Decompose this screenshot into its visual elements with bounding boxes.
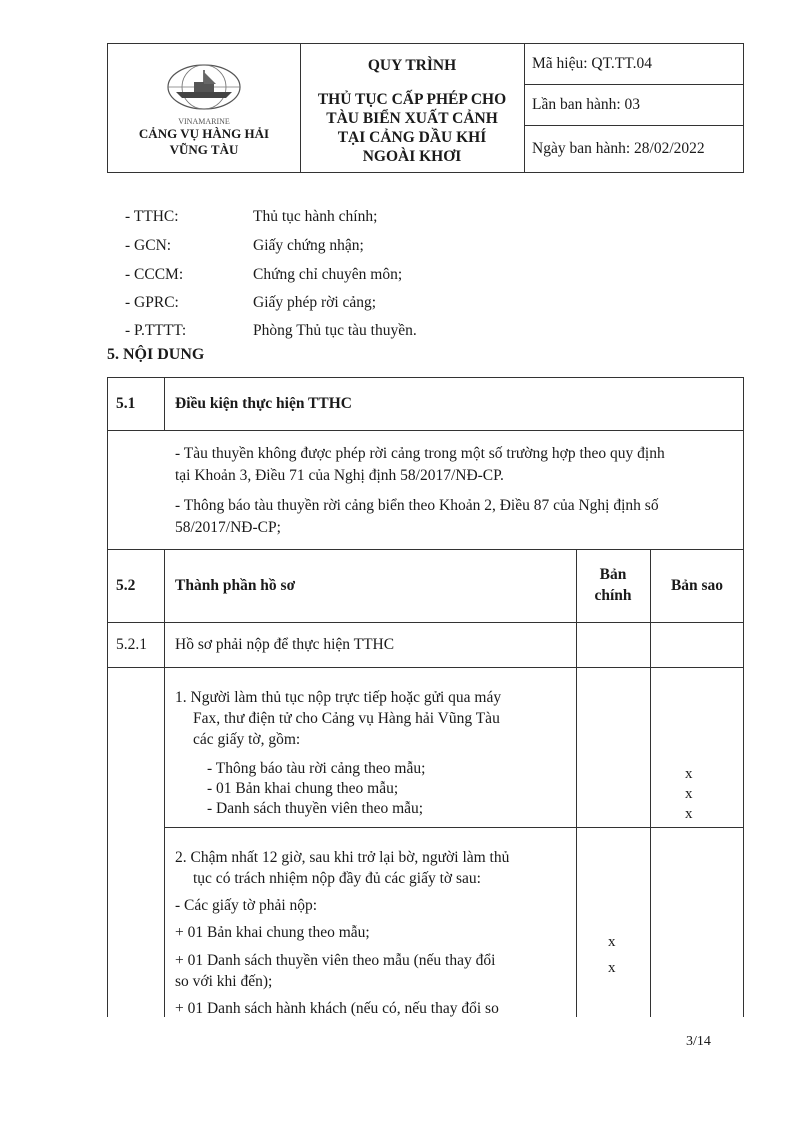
doc-code: Mã hiệu: QT.TT.04 bbox=[524, 44, 743, 85]
doc-title-line1: THỦ TỤC CẤP PHÉP CHO bbox=[317, 91, 507, 108]
section-5-1-number: 5.1 bbox=[116, 395, 136, 412]
section-5-2-1-number: 5.2.1 bbox=[116, 636, 147, 653]
abbr-term: - P.TTTT: bbox=[125, 322, 187, 339]
org-cell bbox=[108, 44, 301, 172]
item2-text: tục có trách nhiệm nộp đầy đủ các giấy tờ sau: bbox=[193, 870, 481, 887]
page-number: 3/14 bbox=[686, 1034, 711, 1049]
col-original-line1: Bản bbox=[599, 566, 627, 583]
original-mark: x bbox=[608, 960, 616, 976]
doc-issue: Lần ban hành: 03 bbox=[524, 85, 743, 126]
doc-type: QUY TRÌNH bbox=[367, 57, 457, 74]
item2-doc: + 01 Danh sách hành khách (nếu có, nếu thay đổi so bbox=[175, 1000, 499, 1017]
copy-mark: x bbox=[685, 806, 693, 822]
condition-text: - Thông báo tàu thuyền rời cảng biển theo Khoản 2, Điều 87 của Nghị định số bbox=[175, 497, 659, 514]
col-copy: Bản sao bbox=[670, 577, 724, 594]
abbr-meaning: Giấy phép rời cảng; bbox=[253, 294, 377, 311]
section-5-2-title: Thành phần hồ sơ bbox=[175, 577, 296, 594]
doc-date: Ngày ban hành: 28/02/2022 bbox=[532, 140, 705, 157]
abbr-meaning: Chứng chỉ chuyên môn; bbox=[253, 266, 403, 283]
item2-doc: + 01 Bản khai chung theo mẫu; bbox=[175, 924, 370, 941]
col-original-line2: chính bbox=[594, 587, 632, 604]
org-name-line2: VŨNG TÀU bbox=[169, 142, 239, 157]
condition-text: tại Khoản 3, Điều 71 của Nghị định 58/2017/NĐ-CP. bbox=[175, 467, 504, 484]
abbr-term: - GPRC: bbox=[125, 294, 179, 311]
title-cell bbox=[300, 44, 525, 172]
abbr-meaning: Thủ tục hành chính; bbox=[253, 208, 378, 225]
item2-doc: + 01 Danh sách thuyền viên theo mẫu (nếu thay đổi bbox=[175, 952, 496, 969]
section-5-1-title: Điều kiện thực hiện TTHC bbox=[175, 395, 352, 412]
section-5-2-number: 5.2 bbox=[116, 577, 136, 594]
condition-text: 58/2017/NĐ-CP; bbox=[175, 519, 281, 536]
item1-text: Fax, thư điện tử cho Cảng vụ Hàng hải Vũng Tàu bbox=[193, 710, 500, 727]
content-table bbox=[107, 377, 744, 1017]
org-sub-label: VINAMARINE bbox=[178, 117, 230, 126]
meta-cell bbox=[524, 44, 743, 172]
doc-title-line2: TÀU BIỂN XUẤT CẢNH bbox=[326, 110, 498, 127]
abbr-term: - TTHC: bbox=[125, 208, 179, 225]
item1-text: các giấy tờ, gồm: bbox=[193, 731, 301, 748]
doc-title-line4: NGOÀI KHƠI bbox=[362, 148, 462, 165]
item2-doc: so với khi đến); bbox=[175, 973, 273, 990]
item1-text: 1. Người làm thủ tục nộp trực tiếp hoặc gửi qua máy bbox=[175, 689, 502, 706]
document-header bbox=[107, 43, 744, 173]
item1-doc: - Danh sách thuyền viên theo mẫu; bbox=[207, 800, 424, 817]
vinamarine-logo bbox=[164, 62, 244, 112]
doc-title-line3: TẠI CẢNG DẦU KHÍ bbox=[337, 129, 487, 146]
abbr-term: - CCCM: bbox=[125, 266, 184, 283]
section-5-2-1-title: Hồ sơ phải nộp để thực hiện TTHC bbox=[175, 636, 395, 653]
abbr-meaning: Giấy chứng nhận; bbox=[253, 237, 364, 254]
item2-text: - Các giấy tờ phải nộp: bbox=[175, 897, 318, 914]
abbr-meaning: Phòng Thủ tục tàu thuyền. bbox=[253, 322, 417, 339]
copy-mark: x bbox=[685, 766, 693, 782]
item1-doc: - 01 Bản khai chung theo mẫu; bbox=[207, 780, 399, 797]
condition-text: - Tàu thuyền không được phép rời cảng trong một số trường hợp theo quy định bbox=[175, 445, 665, 462]
copy-mark: x bbox=[685, 786, 693, 802]
abbr-term: - GCN: bbox=[125, 237, 172, 254]
item1-doc: - Thông báo tàu rời cảng theo mẫu; bbox=[207, 760, 426, 777]
org-name-line1: CẢNG VỤ HÀNG HẢI bbox=[138, 126, 270, 141]
original-mark: x bbox=[608, 934, 616, 950]
section-title: 5. NỘI DUNG bbox=[107, 346, 205, 363]
item2-text: 2. Chậm nhất 12 giờ, sau khi trở lại bờ, người làm thủ bbox=[175, 849, 510, 866]
